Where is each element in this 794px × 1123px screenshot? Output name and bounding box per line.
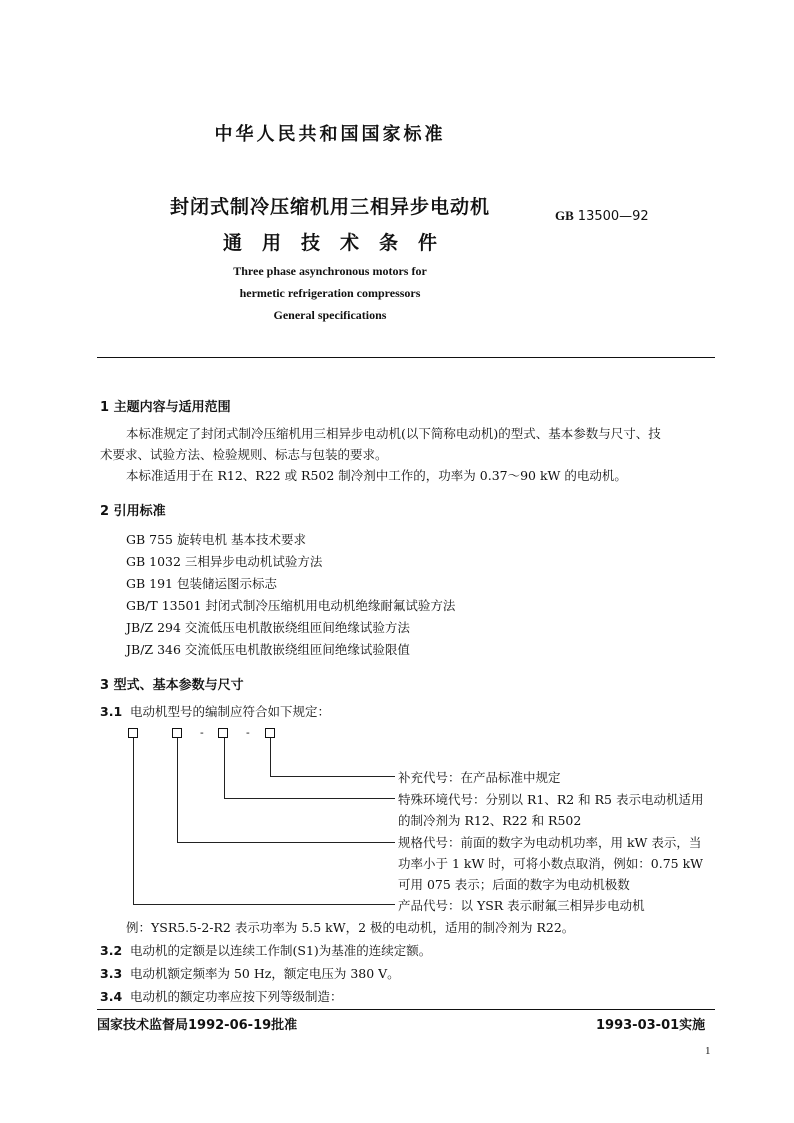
- leader-line: [270, 738, 271, 776]
- separator-dash: -: [246, 726, 250, 739]
- footer-divider: [97, 1009, 715, 1010]
- env-code-label-line-2: 的制冷剂为 R12、R22 和 R502: [398, 813, 582, 828]
- clause-3-3-number: 3.3: [100, 966, 123, 981]
- leader-line: [177, 842, 395, 843]
- reference-item: GB 755 旋转电机 基本技术要求: [126, 532, 306, 547]
- page-number: 1: [705, 1045, 711, 1057]
- product-code-label: 产品代号：以 YSR 表示耐氟三相异步电动机: [398, 898, 645, 913]
- effective-date: 1993-03-01实施: [596, 1018, 706, 1033]
- model-example: 例：YSR5.5-2-R2 表示功率为 5.5 kW，2 极的电动机，适用的制冷剂为 R22。: [126, 920, 575, 935]
- section-1-heading: 1 主题内容与适用范围: [100, 400, 231, 415]
- section-1-para-1-line-1: 本标准规定了封闭式制冷压缩机用三相异步电动机(以下简称电动机)的型式、基本参数与尺寸、技: [126, 426, 661, 441]
- title-line-2: 通用技术条件: [222, 232, 457, 254]
- reference-item: GB 191 包装储运图示标志: [126, 576, 277, 591]
- supplement-code-label: 补充代号：在产品标准中规定: [398, 770, 561, 785]
- spec-code-label-line-1: 规格代号：前面的数字为电动机功率，用 kW 表示，当: [398, 835, 702, 850]
- national-standard-heading: 中华人民共和国国家标准: [214, 124, 446, 145]
- reference-item: GB/T 13501 封闭式制冷压缩机用电动机绝缘耐氟试验方法: [126, 598, 456, 613]
- env-code-box: [218, 728, 228, 738]
- leader-line: [177, 738, 178, 842]
- leader-line: [224, 798, 395, 799]
- leader-line: [133, 738, 134, 904]
- clause-3-2-text: 电动机的定额是以连续工作制(S1)为基准的连续定额。: [130, 943, 432, 958]
- section-1-para-1-line-2: 术要求、试验方法、检验规则、标志与包装的要求。: [100, 447, 388, 462]
- env-code-label-line-1: 特殊环境代号：分别以 R1、R2 和 R5 表示电动机适用: [398, 792, 704, 807]
- title-line-1: 封闭式制冷压缩机用三相异步电动机: [169, 196, 490, 218]
- supplement-code-box: [265, 728, 275, 738]
- clause-3-4-text: 电动机的额定功率应按下列等级制造：: [130, 989, 343, 1004]
- standard-number: [555, 208, 649, 224]
- leader-line: [270, 776, 395, 777]
- english-title-line-2: hermetic refrigeration compressors: [239, 286, 421, 300]
- section-3-heading: 3 型式、基本参数与尺寸: [100, 678, 244, 693]
- standard-code: 13500—92: [577, 209, 649, 224]
- english-title-line-1: Three phase asynchronous motors for: [233, 264, 427, 278]
- reference-item: JB/Z 294 交流低压电机散嵌绕组匝间绝缘试验方法: [126, 620, 410, 635]
- section-1-para-2: 本标准适用于在 R12、R22 或 R502 制冷剂中工作的，功率为 0.37～90 kW 的电动机。: [126, 468, 627, 483]
- leader-line: [224, 738, 225, 798]
- section-2-heading: 2 引用标准: [100, 504, 166, 519]
- english-title-line-3: General specifications: [273, 308, 387, 322]
- spec-code-box: [172, 728, 182, 738]
- reference-item: GB 1032 三相异步电动机试验方法: [126, 554, 323, 569]
- header-divider: [97, 357, 715, 358]
- spec-code-label-line-2: 功率小于 1 kW 时，可将小数点取消，例如：0.75 kW: [398, 856, 704, 871]
- reference-item: JB/Z 346 交流低压电机散嵌绕组匝间绝缘试验限值: [126, 642, 410, 657]
- spec-code-label-line-3: 可用 075 表示；后面的数字为电动机极数: [398, 877, 630, 892]
- clause-3-3-text: 电动机额定频率为 50 Hz，额定电压为 380 V。: [130, 966, 400, 981]
- standard-prefix: GB: [555, 208, 574, 223]
- product-code-box: [128, 728, 138, 738]
- leader-line: [133, 904, 395, 905]
- approval-date: 国家技术监督局1992-06-19批准: [97, 1018, 298, 1033]
- clause-3-1-text: 电动机型号的编制应符合如下规定：: [130, 704, 331, 719]
- clause-3-2-number: 3.2: [100, 943, 123, 958]
- clause-3-4-number: 3.4: [100, 989, 123, 1004]
- separator-dash: -: [200, 726, 204, 739]
- clause-3-1-number: 3.1: [100, 704, 123, 719]
